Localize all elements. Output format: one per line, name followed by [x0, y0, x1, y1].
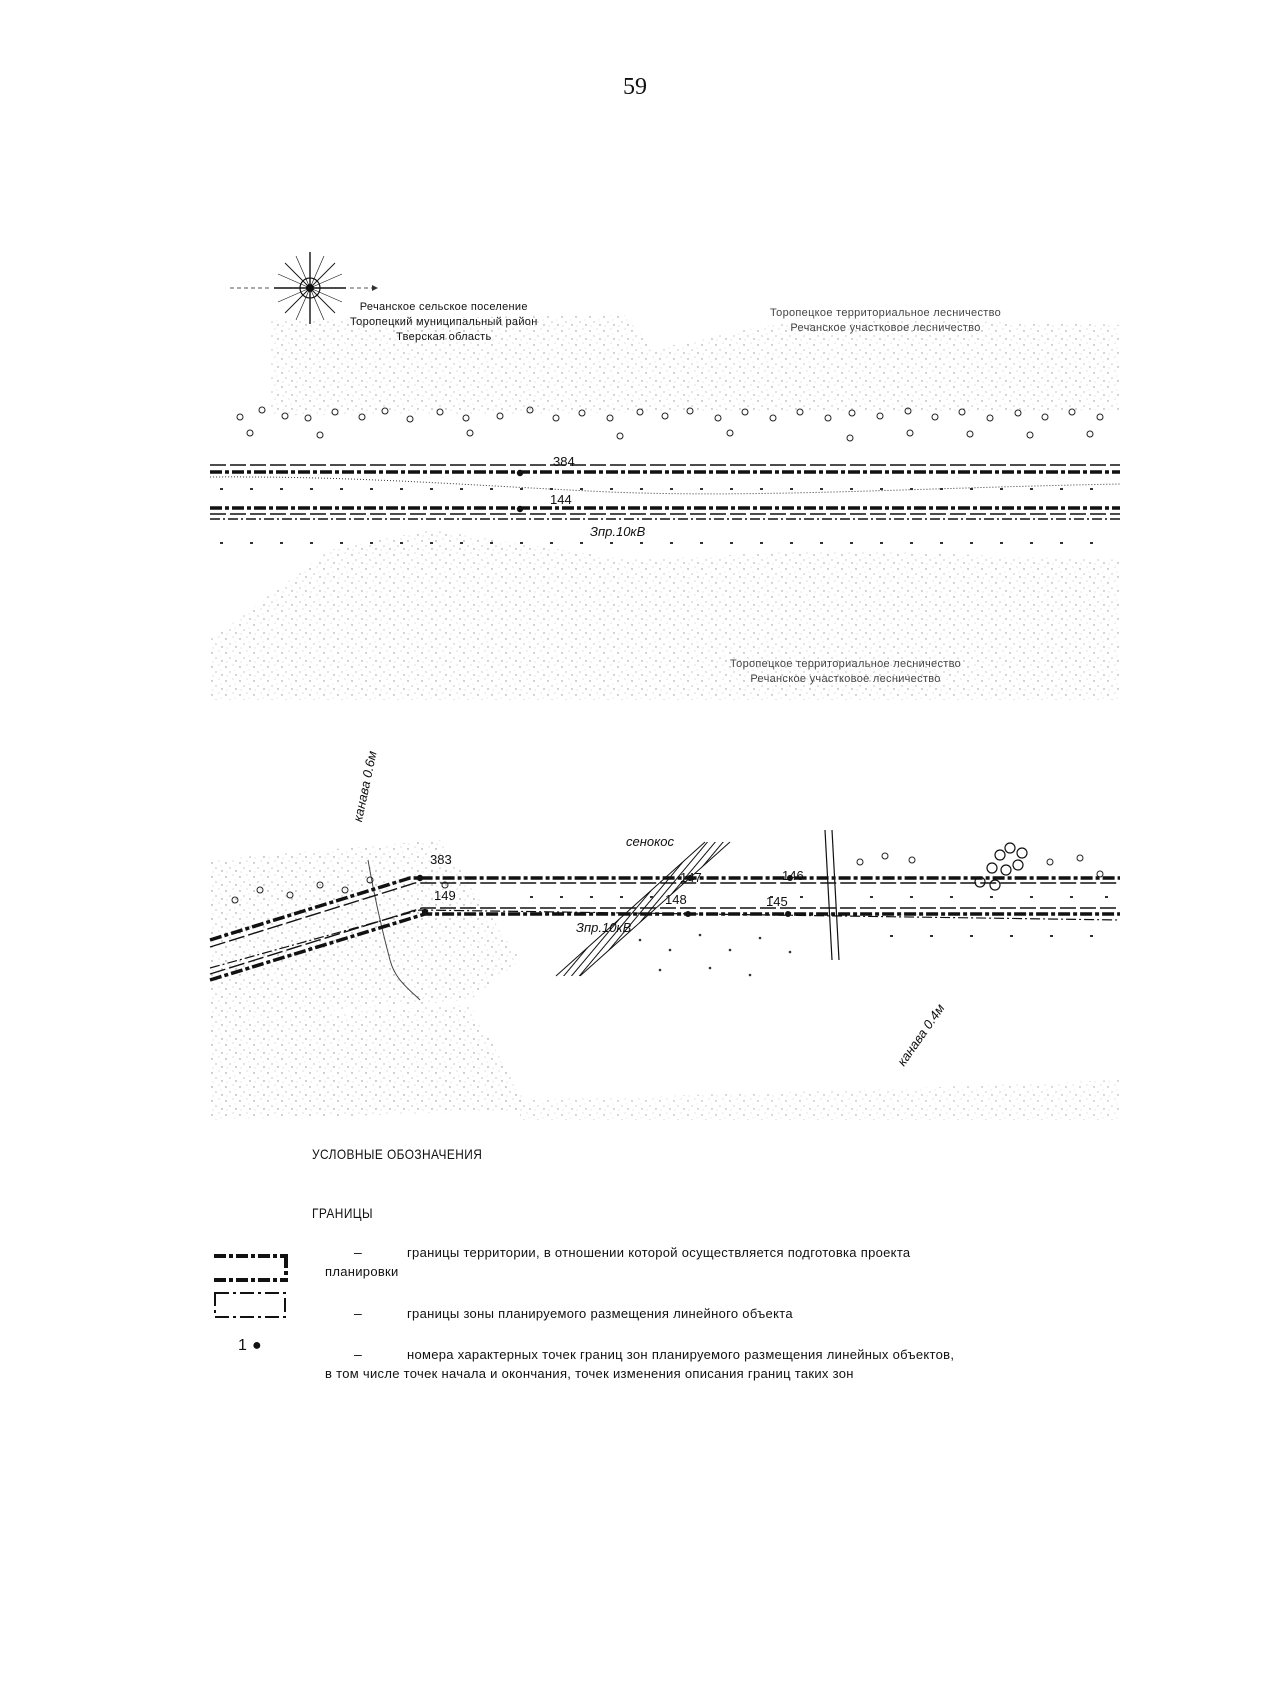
forestry-label-top: Торопецкое территориальное лесничество Речанское участковое лесничество: [770, 307, 1002, 334]
powerline-label-bottom: Зпр.10кВ: [576, 920, 632, 935]
point-number-symbol: [238, 1336, 262, 1355]
map-fragment-top: [210, 230, 1120, 700]
point-label-146: 146: [782, 868, 804, 883]
point-dot-icon: ●: [251, 1337, 262, 1354]
legend-item-zone: границы зоны планируемого размещения линейного объекта: [407, 1306, 793, 1321]
map-top-canvas: [210, 230, 1120, 700]
point-label-149: 149: [434, 888, 456, 903]
territory-boundary: [210, 472, 1120, 508]
settlement-label: Речанское сельское поселение Торопецкий муниципальный район Тверская область: [350, 301, 538, 343]
legend-item-points: номера характерных точек границ зон планируемого размещения линейных объектов, в том числе точек начала и окончания, точек изменения описания границ таких зон: [325, 1347, 955, 1381]
legend-dash: –: [354, 1346, 362, 1362]
point-label-144: 144: [550, 492, 572, 507]
territory-boundary-symbol: [212, 1252, 290, 1286]
legend-item-territory: границы территории, в отношении которой осуществляется подготовка проекта планировки: [325, 1245, 911, 1279]
boundary-point-383: [417, 875, 423, 881]
forestry-label-bottom: Торопецкое территориальное лесничество Речанское участковое лесничество: [730, 658, 962, 685]
map-fragment-bottom: [210, 749, 1120, 1120]
ditch-right-label: канава 0.4м: [894, 1000, 948, 1069]
point-label-147: 147: [680, 870, 702, 885]
boundary-point-148: [685, 911, 691, 917]
point-number-value: 1: [238, 1337, 248, 1354]
boundary-point-149: [422, 909, 428, 915]
boundary-point-144: [517, 506, 523, 512]
legend-dash: –: [354, 1305, 362, 1321]
point-label-384: 384: [553, 454, 575, 469]
point-label-148: 148: [665, 892, 687, 907]
embankment: [556, 842, 730, 976]
powerline-label: Зпр.10кВ: [590, 524, 646, 539]
legend-section-title: ГРАНИЦЫ: [312, 1205, 373, 1221]
ditch-left-label: канава 0.6м: [350, 749, 380, 824]
legend-dash: –: [354, 1244, 362, 1260]
boundary-point-145: [785, 911, 791, 917]
legend-title: УСЛОВНЫЕ ОБОЗНАЧЕНИЯ: [312, 1146, 483, 1162]
hayfield-label: сенокос: [626, 834, 674, 849]
point-label-383: 383: [430, 852, 452, 867]
point-label-145: 145: [766, 894, 788, 909]
zone-boundary-symbol: [212, 1290, 290, 1320]
meadow-marks: [220, 488, 1093, 544]
road-line: [210, 477, 1120, 494]
boundary-point-384: [517, 470, 523, 476]
page-number: 59: [623, 74, 647, 100]
